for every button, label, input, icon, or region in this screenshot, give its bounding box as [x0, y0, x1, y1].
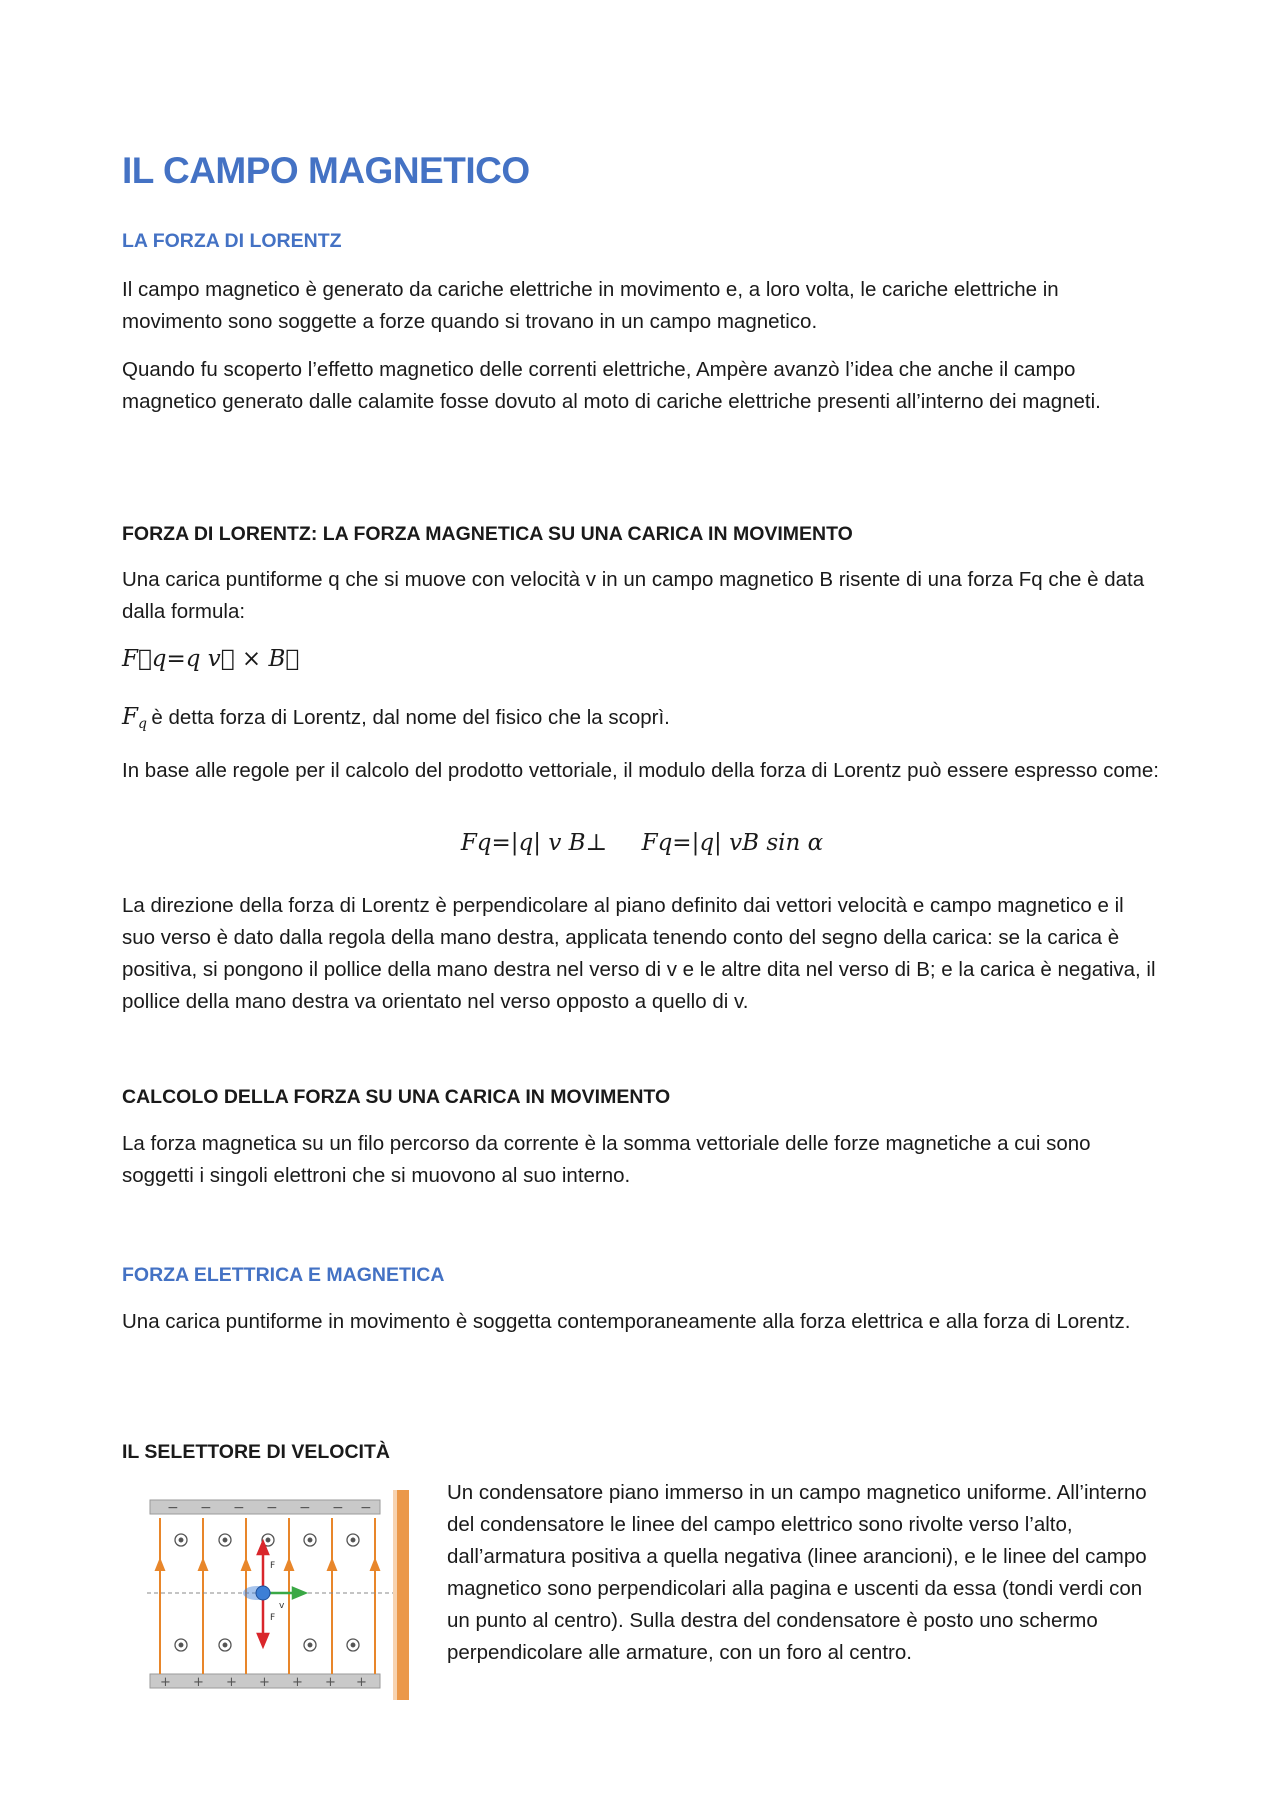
- heading-lorentz: LA FORZA DI LORENTZ: [122, 230, 342, 252]
- paragraph-4: [122, 702, 1162, 734]
- formula-symbol-f: F: [122, 704, 138, 730]
- e-field-arrow: [371, 1560, 379, 1570]
- paragraph-1: Il campo magnetico è generato da cariche elettriche in movimento e, a loro volta, le cariche elettriche in movimento sono soggette a forze quando si trovano in un campo magnetico.: [122, 278, 1059, 333]
- plus-sign: +: [325, 1675, 336, 1690]
- paragraph-6: La direzione della forza di Lorentz è perpendicolare al piano definito dai vettori velocità e campo magnetico e il suo verso è dato dalla regola della mano destra, applicata tenendo conto del segno della carica: se la carica è positiva, si pongono il pollice della mano destra nel verso di v e le altre dita nel verso di B; e la carica è negativa, il pollice della mano destra va orientato nel verso opposto a quello di v.: [122, 894, 1156, 1013]
- formula-lorentz-vector: F⃗q=q v⃗ × B⃗: [122, 646, 300, 672]
- plus-sign: +: [259, 1675, 270, 1690]
- heading-forza-lorentz: FORZA DI LORENTZ: LA FORZA MAGNETICA SU UNA CARICA IN MOVIMENTO: [122, 523, 853, 545]
- minus-sign: −: [332, 1500, 344, 1516]
- plus-sign: +: [193, 1675, 204, 1690]
- heading-calcolo: CALCOLO DELLA FORZA SU UNA CARICA IN MOVIMENTO: [122, 1086, 671, 1108]
- plus-sign: +: [356, 1675, 367, 1690]
- plus-sign: +: [226, 1675, 237, 1690]
- velocity-selector-figure: [145, 1490, 415, 1710]
- formula-modulo: [122, 830, 1162, 856]
- formula-modulo-perp: Fq=|q| v B⊥: [460, 830, 608, 856]
- minus-sign: −: [167, 1500, 179, 1516]
- formula-modulo-sin: Fq=|q| vB sin α: [641, 830, 824, 856]
- paragraph-5: In base alle regole per il calcolo del prodotto vettoriale, il modulo della forza di Lorentz può essere espresso come:: [122, 759, 1159, 782]
- heading-selettore: IL SELETTORE DI VELOCITÀ: [122, 1441, 390, 1463]
- e-field-arrow: [156, 1560, 164, 1570]
- e-field-arrow: [199, 1560, 207, 1570]
- e-field-arrow: [328, 1560, 336, 1570]
- paragraph-2: Quando fu scoperto l’effetto magnetico delle correnti elettriche, Ampère avanzò l’idea che anche il campo magnetico generato dalle calamite fosse dovuto al moto di cariche elettriche presenti all’interno dei magneti.: [122, 358, 1101, 413]
- minus-sign: −: [266, 1500, 278, 1516]
- paragraph-8: Una carica puntiforme in movimento è soggetta contemporaneamente alla forza elettrica e alla forza di Lorentz.: [122, 1310, 1131, 1333]
- heading-forza-elettrica: FORZA ELETTRICA E MAGNETICA: [122, 1264, 445, 1286]
- paragraph-7: La forza magnetica su un filo percorso da corrente è la somma vettoriale delle forze magnetiche a cui sono soggetti i singoli elettroni che si muovono al suo interno.: [122, 1132, 1091, 1187]
- minus-sign: −: [299, 1500, 311, 1516]
- screen-edge: [393, 1490, 397, 1700]
- negative-plate: [150, 1500, 380, 1514]
- paragraph-3: Una carica puntiforme q che si muove con velocità v in un campo magnetico B risente di una forza Fq che è data dalla formula:: [122, 568, 1145, 623]
- label-velocity: v: [279, 1601, 285, 1611]
- screen-plate: [397, 1490, 409, 1700]
- minus-sign: −: [360, 1500, 372, 1516]
- minus-sign: −: [200, 1500, 212, 1516]
- paragraph-selettore: Un condensatore piano immerso in un campo magnetico uniforme. All’interno del condensatore le linee del campo elettrico sono rivolte verso l’alto, dall’armatura positiva a quella negativa (linee arancioni), e le linee del campo magnetico sono perpendicolari alla pagina e uscenti da essa (tondi verdi con un punto al centro). Sulla destra del condensatore è posto uno schermo perpendicolare alle armature, con un foro al centro.: [447, 1481, 1147, 1664]
- moving-charge: [256, 1586, 270, 1600]
- plus-sign: +: [160, 1675, 171, 1690]
- e-field-arrow: [285, 1560, 293, 1570]
- plus-sign: +: [292, 1675, 303, 1690]
- e-field-arrow: [242, 1560, 250, 1570]
- page-title: IL CAMPO MAGNETICO: [122, 150, 530, 191]
- minus-sign: −: [233, 1500, 245, 1516]
- label-magnetic-force: F: [270, 1561, 276, 1571]
- label-electric-force: F: [270, 1613, 276, 1623]
- paragraph-4-text: è detta forza di Lorentz, dal nome del fisico che la scoprì.: [151, 706, 670, 729]
- velocity-arrow: [267, 1588, 305, 1598]
- formula-symbol-sub: q: [137, 716, 147, 733]
